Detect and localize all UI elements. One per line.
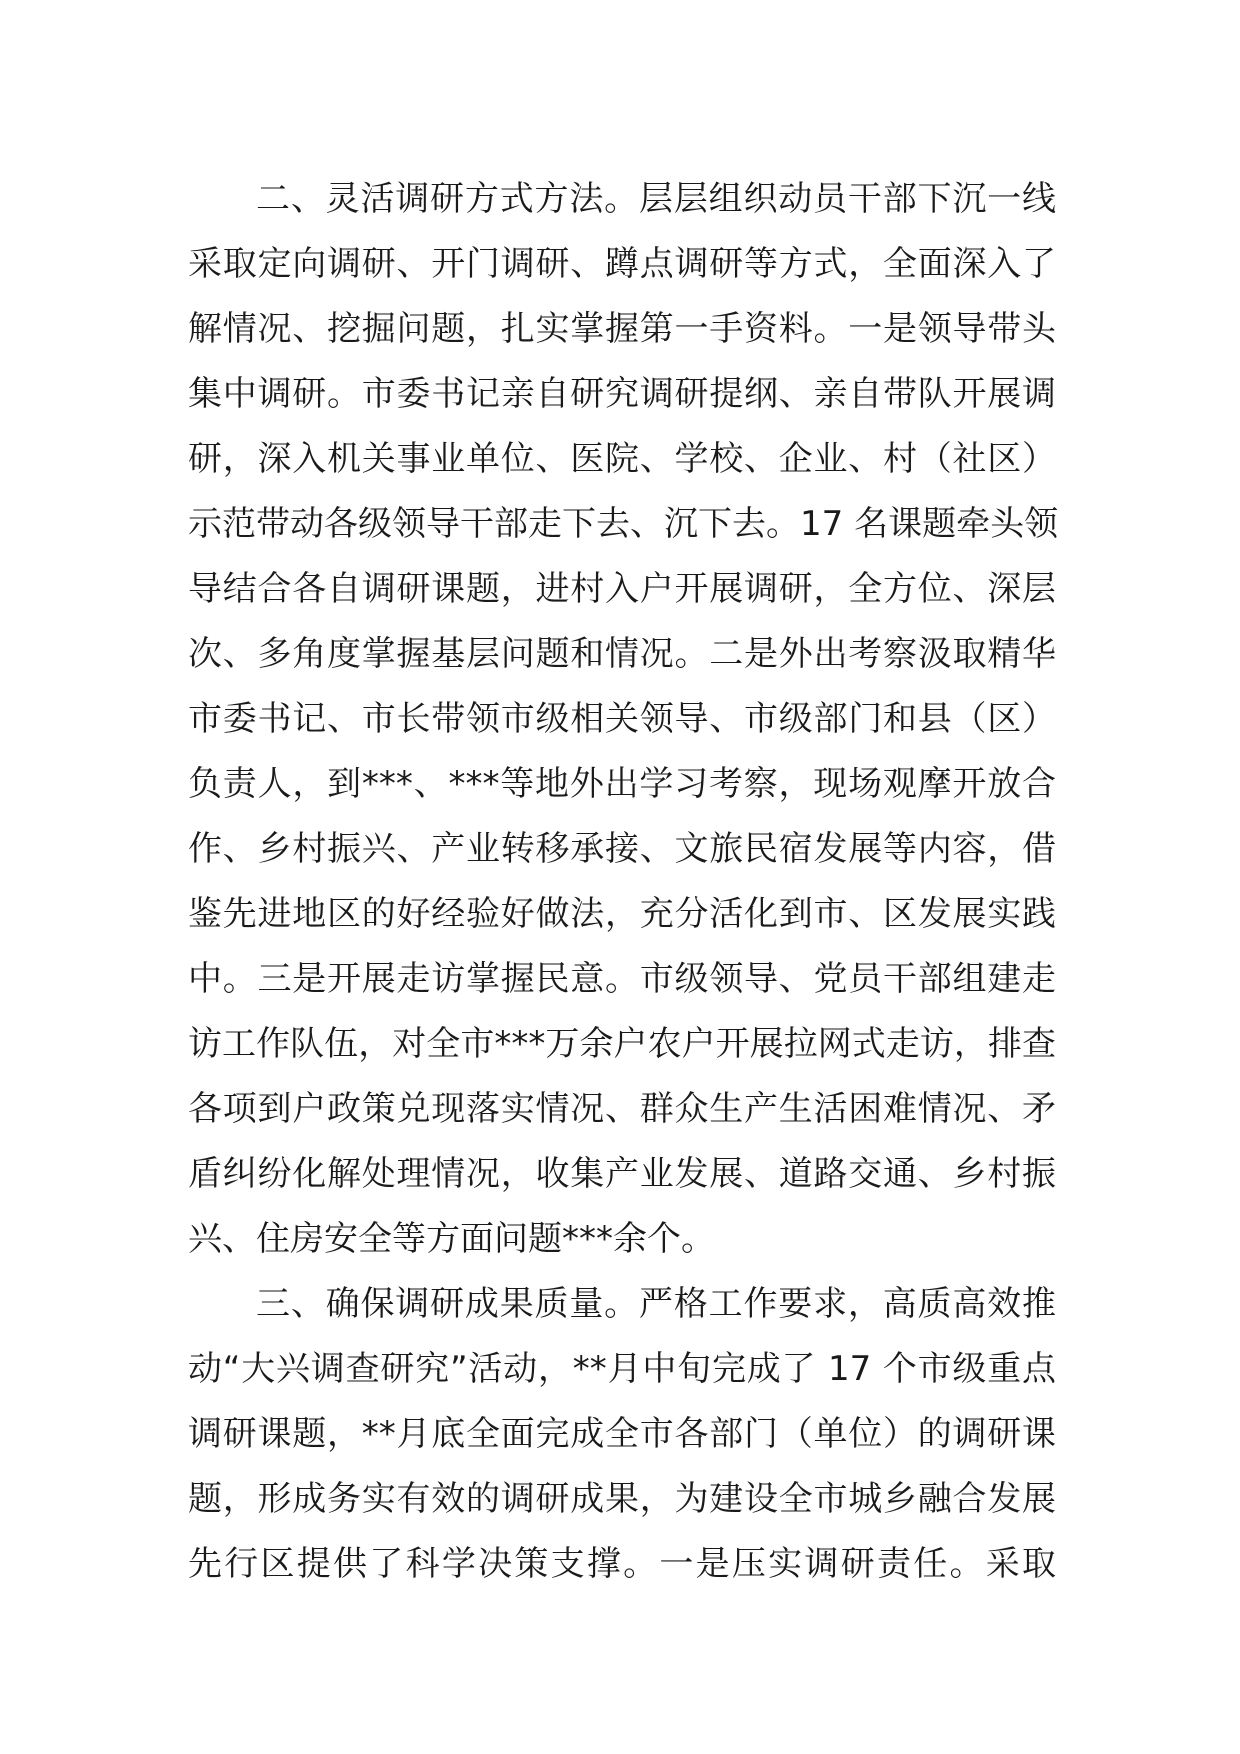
text-line: 二、灵活调研方式方法。层层组织动员干部下沉一线 (256, 179, 1056, 219)
text-line: 研，深入机关事业单位、医院、学校、企业、村（社区） (188, 439, 1056, 479)
text-line: 盾纠纷化解处理情况，收集产业发展、道路交通、乡村振 (188, 1154, 1056, 1194)
text-line: 鉴先进地区的好经验好做法，充分活化到市、区发展实践 (188, 894, 1056, 934)
document-body (188, 167, 1059, 1597)
text-line: 作、乡村振兴、产业转移承接、文旅民宿发展等内容，借 (188, 829, 1056, 869)
text-line: 三、确保调研成果质量。严格工作要求，高质高效推 (256, 1284, 1056, 1324)
text-line: 负责人，到***、***等地外出学习考察，现场观摩开放合 (188, 764, 1056, 804)
text-line: 示范带动各级领导干部走下去、沉下去。17 名课题牵头领 (188, 504, 1059, 544)
paragraph-research-quality (188, 1272, 1056, 1597)
text-line: 先行区提供了科学决策支撑。一是压实调研责任。采取 (188, 1544, 1056, 1584)
text-line: 采取定向调研、开门调研、蹲点调研等方式，全面深入了 (188, 244, 1056, 284)
text-line: 中。三是开展走访掌握民意。市级领导、党员干部组建走 (188, 959, 1056, 999)
text-line: 访工作队伍，对全市***万余户农户开展拉网式走访，排查 (188, 1024, 1056, 1064)
text-line: 导结合各自调研课题，进村入户开展调研，全方位、深层 (188, 569, 1056, 609)
text-line: 调研课题，**月底全面完成全市各部门（单位）的调研课 (188, 1414, 1056, 1454)
text-line: 各项到户政策兑现落实情况、群众生产生活困难情况、矛 (188, 1089, 1056, 1129)
text-line: 解情况、挖掘问题，扎实掌握第一手资料。一是领导带头 (188, 309, 1056, 349)
paragraph-research-methods (188, 167, 1059, 1272)
text-line: 次、多角度掌握基层问题和情况。二是外出考察汲取精华 (188, 634, 1056, 674)
text-line: 市委书记、市长带领市级相关领导、市级部门和县（区） (188, 699, 1056, 739)
text-line: 兴、住房安全等方面问题***余个。 (188, 1219, 715, 1259)
text-line: 集中调研。市委书记亲自研究调研提纲、亲自带队开展调 (188, 374, 1056, 414)
text-line: 动“大兴调查研究”活动，**月中旬完成了 17 个市级重点 (188, 1349, 1056, 1389)
text-line: 题，形成务实有效的调研成果，为建设全市城乡融合发展 (188, 1479, 1056, 1519)
